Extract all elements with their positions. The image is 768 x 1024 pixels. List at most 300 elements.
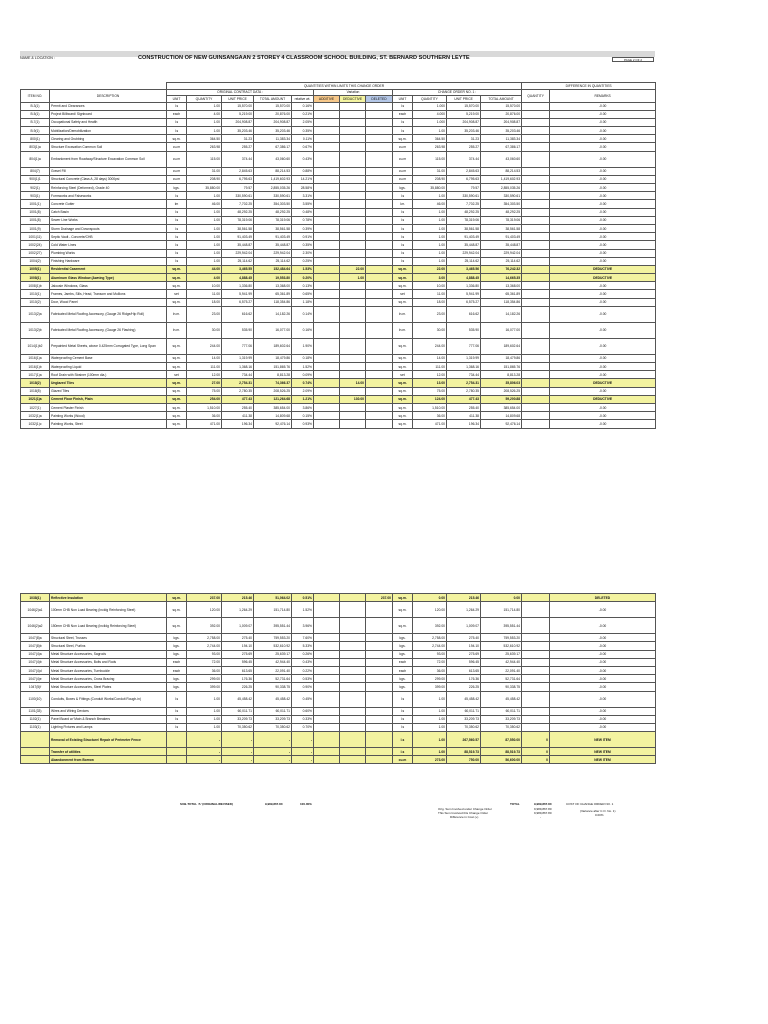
cell-co-total-amount: 52,731.64 (481, 675, 522, 683)
cell-unit (167, 748, 187, 756)
table-row (21, 265, 656, 273)
cell-remarks: -0.00 (550, 127, 656, 135)
cell-deductive (340, 594, 366, 602)
cell-co-total-amount: 208,526.25 (481, 387, 522, 395)
cell-additive (314, 102, 340, 110)
cell-diff-quantity (522, 118, 550, 126)
cell-remarks: -0.00 (550, 371, 656, 379)
cell-deductive (340, 175, 366, 183)
col-deleted: DELETED (366, 96, 393, 103)
cell-deductive (340, 618, 366, 634)
cell-relative-wt: 0.45% (292, 691, 314, 707)
cell-co-unit-price: 194.10 (447, 642, 481, 650)
cell-additive (314, 135, 340, 143)
cell-quantity: 12.00 (187, 371, 222, 379)
cell-deleted (366, 715, 393, 723)
cell-diff-quantity (522, 200, 550, 208)
cell-unit-price: 535.90 (222, 322, 254, 338)
cell-remarks: -0.00 (550, 151, 656, 167)
table-row (21, 691, 656, 707)
cell-description: Frames, Jambs, Sills, Head, Transom and Mullions (50, 290, 167, 298)
cell-description: Sewer Line Works (50, 216, 167, 224)
cell-co-total-amount: 38,561.58 (481, 224, 522, 232)
cell-diff-quantity (522, 403, 550, 411)
table-row (21, 322, 656, 338)
cell-additive (314, 691, 340, 707)
cell-unit: each (167, 110, 187, 118)
cell-diff-quantity (522, 282, 550, 290)
cell-diff-quantity (522, 658, 550, 666)
cell-total-amount: 395,551.44 (254, 618, 292, 634)
cell-diff-quantity (522, 135, 550, 143)
cell-deductive (340, 371, 366, 379)
cell-item-no: 1047(4)a (21, 650, 50, 658)
cell-item-no: 1008(1)b (21, 282, 50, 290)
cell-item-no: 1100(10) (21, 691, 50, 707)
cell-description: 100mm CHB Non Load Bearing (Incldg Reinforcing Steel) (50, 602, 167, 618)
cell-additive (314, 151, 340, 167)
cell-total-amount: 35,448.87 (254, 241, 292, 249)
cell-item-no: 1004(2) (21, 257, 50, 265)
cell-deleted (366, 658, 393, 666)
cell-co-total-amount: 2,855,035.26 (481, 184, 522, 192)
cell-diff-quantity (522, 594, 550, 602)
cell-item-no: 1101(33) (21, 707, 50, 715)
cell-additive (314, 184, 340, 192)
cell-total-amount: 33,209.73 (254, 715, 292, 723)
cell-co-unit-price: 38,561.58 (447, 224, 481, 232)
cell-item-no: 1001(11) (21, 233, 50, 241)
cell-unit-price: 596.45 (222, 658, 254, 666)
table-row (21, 732, 656, 748)
cell-co-unit: sq.m. (393, 354, 413, 362)
cell-deductive (340, 634, 366, 642)
cell-unit: cu.m (167, 175, 187, 183)
page-number: PAGE 2 OF 2 (612, 57, 654, 62)
cell-remarks: NEW ITEM (550, 748, 656, 756)
cell-relative-wt: 0.60% (292, 707, 314, 715)
cell-co-unit: l.s (393, 127, 413, 135)
cell-unit-price: 1,264.29 (222, 602, 254, 618)
cell-co-unit-price: 535.90 (447, 322, 481, 338)
cell-co-unit-price: 275.40 (447, 634, 481, 642)
cell-co-total-amount: 151,714.80 (481, 602, 522, 618)
cell-co-unit-price: 15,570.00 (447, 102, 481, 110)
cell-co-quantity: 35,880.00 (413, 184, 447, 192)
cell-deductive (340, 756, 366, 764)
cell-item-no: 1102(1) (21, 715, 50, 723)
cell-unit: kgs. (167, 634, 187, 642)
cell-co-unit-price: 750.00 (447, 756, 481, 764)
cell-co-unit: sq.m. (393, 265, 413, 273)
cell-additive (314, 290, 340, 298)
cell-co-quantity: 399.00 (413, 683, 447, 691)
cell-co-total-amount: 16,077.00 (481, 322, 522, 338)
cell-deleted (366, 732, 393, 748)
cell-deleted (366, 200, 393, 208)
cell-co-unit: sq.m. (393, 282, 413, 290)
cell-co-unit-price: 78,319.06 (447, 216, 481, 224)
orig-sum-value: 9,989,867.80 (534, 807, 552, 811)
cell-deductive (340, 192, 366, 200)
cell-co-unit: kgs. (393, 650, 413, 658)
cell-item-no: B.9(1) (21, 127, 50, 135)
cell-co-unit: sq.m. (393, 298, 413, 306)
col-relative-wt: relative wt. (292, 96, 314, 103)
cell-description: Finishing Hardware (50, 257, 167, 265)
cell-additive (314, 723, 340, 731)
cell-relative-wt: 7.60% (292, 634, 314, 642)
table-row (21, 241, 656, 249)
cell-item-no: 1017(1)a (21, 371, 50, 379)
cell-additive (314, 387, 340, 395)
cell-relative-wt: 0.18% (292, 354, 314, 362)
table-row (21, 167, 656, 175)
cell-co-unit: l.s (393, 118, 413, 126)
table-row (21, 642, 656, 650)
cell-deleted (366, 322, 393, 338)
cell-co-quantity: 22.00 (413, 265, 447, 273)
cell-additive (314, 306, 340, 322)
cell-additive (314, 371, 340, 379)
cell-co-quantity: 11.00 (413, 290, 447, 298)
cell-relative-wt: 1.21% (292, 395, 314, 403)
cell-item-no: 1010(1) (21, 290, 50, 298)
cell-total-amount: 14,182.26 (254, 306, 292, 322)
cell-item-no: 1047(4)b (21, 658, 50, 666)
cell-unit: l.s (167, 691, 187, 707)
cell-co-total-amount: 229,942.04 (481, 249, 522, 257)
variance-label: (Variance after C.O. No. 1) (580, 809, 616, 813)
table-row (21, 594, 656, 602)
cell-co-total-amount: 91,403.49 (481, 233, 522, 241)
cell-co-total-amount: 385,654.00 (481, 403, 522, 411)
cell-diff-quantity (522, 379, 550, 387)
cell-unit: sq.m. (167, 265, 187, 273)
cell-item-no: 1014(1)b2 (21, 338, 50, 354)
table-row (21, 274, 656, 282)
cell-relative-wt: 0.88% (292, 167, 314, 175)
cell-item-no: 1047(4)e (21, 675, 50, 683)
group-header-main: QUANTITIES WITHIN LIMITS THIS CHANGE ORDER (167, 83, 522, 90)
cell-deductive (340, 650, 366, 658)
cell-co-quantity: 273.00 (413, 756, 447, 764)
cell-deleted (366, 602, 393, 618)
cell-co-total-amount: 70,350.62 (481, 723, 522, 731)
col-co-quantity: QUANTITY (413, 96, 447, 103)
cell-diff-quantity (522, 387, 550, 395)
cell-description: Gravel Fill (50, 167, 167, 175)
cell-co-total-amount: 33,209.73 (481, 715, 522, 723)
table-row (21, 184, 656, 192)
cell-relative-wt: 0.65% (292, 290, 314, 298)
cell-deleted (366, 143, 393, 151)
cell-remarks: -0.00 (550, 675, 656, 683)
cell-unit: l.s (167, 216, 187, 224)
cell-deductive (340, 249, 366, 257)
table-row (21, 200, 656, 208)
cell-remarks: -0.00 (550, 412, 656, 420)
cell-co-quantity: 1.00 (413, 208, 447, 216)
cell-deductive (340, 363, 366, 371)
cell-quantity: 1.00 (187, 102, 222, 110)
cell-relative-wt: - (292, 756, 314, 764)
cell-unit: lm (167, 200, 187, 208)
cell-co-total-amount: 35,203.46 (481, 127, 522, 135)
cell-total-amount: 91,403.49 (254, 233, 292, 241)
cell-co-total-amount: 25,639.17 (481, 650, 522, 658)
cell-quantity: 35,880.00 (187, 184, 222, 192)
cell-unit: ln.m. (167, 306, 187, 322)
cell-quantity: - (187, 732, 222, 748)
cell-total-amount: 11,383.34 (254, 135, 292, 143)
cell-diff-quantity (522, 634, 550, 642)
cell-remarks: -0.00 (550, 723, 656, 731)
cell-relative-wt: 0.14% (292, 306, 314, 322)
cell-diff-quantity: 0 (522, 756, 550, 764)
cell-unit: sq.m. (167, 282, 187, 290)
cell-description: Concrete Gutter (50, 200, 167, 208)
cell-remarks: -0.00 (550, 298, 656, 306)
cell-relative-wt: 0.11% (292, 135, 314, 143)
cell-remarks: -0.00 (550, 403, 656, 411)
table-row (21, 257, 656, 265)
cell-deductive (340, 691, 366, 707)
cell-co-unit: set (393, 290, 413, 298)
cell-unit-price: 6,575.27 (222, 298, 254, 306)
cell-total-amount: 8,813.28 (254, 371, 292, 379)
cell-diff-quantity (522, 715, 550, 723)
cell-description: Metal Structure Accessories, Turnbuckle (50, 666, 167, 674)
cell-deleted (366, 395, 393, 403)
table-row (21, 249, 656, 257)
cell-relative-wt: 0.25% (292, 257, 314, 265)
cell-co-unit-price: 477.43 (447, 395, 481, 403)
table-row (21, 110, 656, 118)
cell-quantity: 111.00 (187, 363, 222, 371)
cell-unit-price: 4,888.45 (222, 274, 254, 282)
cell-total-amount: 35,203.46 (254, 127, 292, 135)
cell-deductive (340, 412, 366, 420)
cell-co-total-amount: 11,383.34 (481, 135, 522, 143)
cell-co-unit-price: 374.44 (447, 151, 481, 167)
cell-relative-wt: 0.35% (292, 241, 314, 249)
cell-co-unit-price: 229,942.04 (447, 249, 481, 257)
cell-co-quantity: 364.50 (413, 135, 447, 143)
cell-additive (314, 363, 340, 371)
cell-total-amount: 118,354.86 (254, 298, 292, 306)
cell-unit-price: 734.44 (222, 371, 254, 379)
cell-deleted (366, 748, 393, 756)
cell-co-unit-price: 196.34 (447, 420, 481, 428)
cell-total-amount: - (254, 732, 292, 748)
cell-additive (314, 216, 340, 224)
cell-diff-quantity (522, 265, 550, 273)
cell-diff-quantity: 0 (522, 732, 550, 748)
cell-item-no: 1002(24) (21, 241, 50, 249)
cell-total-amount: 67,386.17 (254, 143, 292, 151)
cell-description: Project Billboard/ Signboard (50, 110, 167, 118)
cell-co-unit: sq.m. (393, 387, 413, 395)
cell-co-quantity: 46.00 (413, 200, 447, 208)
cell-quantity: 299.00 (187, 675, 222, 683)
cell-total-amount: 20,876.00 (254, 110, 292, 118)
cell-relative-wt: 0.26% (292, 650, 314, 658)
cell-co-unit: kgs. (393, 642, 413, 650)
cell-quantity: 10.00 (187, 282, 222, 290)
cell-co-unit: sq.m. (393, 403, 413, 411)
cell-co-total-amount: 151,865.76 (481, 363, 522, 371)
cell-relative-wt: 0.09% (292, 371, 314, 379)
cell-diff-quantity (522, 371, 550, 379)
cell-item-no: 1047(4)d (21, 666, 50, 674)
cell-remarks: -0.00 (550, 184, 656, 192)
cell-total-amount: 13,368.00 (254, 282, 292, 290)
cell-co-total-amount: 20,876.00 (481, 110, 522, 118)
cell-co-total-amount: 45,458.42 (481, 691, 522, 707)
cell-relative-wt: 1.90% (292, 338, 314, 354)
cell-co-total-amount: 1,419,602.93 (481, 175, 522, 183)
cell-co-unit: l.s (393, 691, 413, 707)
cell-deductive: 14.00 (340, 379, 366, 387)
cell-description: Fabricated Metal Roofing Accessory, (Gauge 26 Flashing) (50, 322, 167, 338)
cell-co-unit-price: 2,754.31 (447, 379, 481, 387)
cell-item-no: 1021(1)a (21, 395, 50, 403)
cell-additive (314, 594, 340, 602)
cell-unit: set (167, 290, 187, 298)
cell-total-amount: 121,264.68 (254, 395, 292, 403)
cell-total-amount: 532,610.92 (254, 642, 292, 650)
cell-deleted: 237.00 (366, 594, 393, 602)
cell-quantity: 4.00 (187, 110, 222, 118)
cell-co-total-amount: 14,809.68 (481, 412, 522, 420)
cell-quantity: 1.00 (187, 715, 222, 723)
cell-diff-quantity (522, 290, 550, 298)
subtotal-pct: 100.00% (300, 802, 312, 806)
cell-deleted (366, 338, 393, 354)
cell-description: Wires and Wiring Devices (50, 707, 167, 715)
cell-description: Waterproofing Cement Base (50, 354, 167, 362)
cell-relative-wt: 0.33% (292, 715, 314, 723)
cell-co-total-amount: 15,570.00 (481, 102, 522, 110)
cell-quantity: 44.00 (187, 265, 222, 273)
this-sum-label: This Sum Involved this Change Order (438, 811, 489, 815)
cell-co-unit: sq.m. (393, 274, 413, 282)
quantities-table-bottom (20, 593, 656, 764)
cell-item-no: 1016(1)b (21, 363, 50, 371)
table-row (21, 208, 656, 216)
cell-additive (314, 602, 340, 618)
cell-co-unit-price: 48,292.25 (447, 208, 481, 216)
cell-co-quantity: 0.00 (413, 594, 447, 602)
cell-total-amount: 25,114.62 (254, 257, 292, 265)
cell-quantity: 1.00 (187, 224, 222, 232)
cell-deleted (366, 707, 393, 715)
cell-co-unit: l.s (393, 249, 413, 257)
cell-co-quantity: 392.00 (413, 618, 447, 634)
cell-co-unit-price: 267,560.57 (447, 732, 481, 748)
cell-unit-price: 616.62 (222, 306, 254, 322)
cell-deleted (366, 650, 393, 658)
cell-co-total-amount: 759,553.20 (481, 634, 522, 642)
cell-remarks: -0.00 (550, 290, 656, 298)
cell-unit: sq.m. (167, 594, 187, 602)
cell-co-quantity: 4.000 (413, 110, 447, 118)
cell-deductive (340, 282, 366, 290)
cell-co-quantity: 124.00 (413, 395, 447, 403)
col-co-total-amount: TOTAL AMOUNT (481, 96, 522, 103)
cell-co-total-amount: 48,292.25 (481, 208, 522, 216)
cell-remarks: -0.00 (550, 354, 656, 362)
cell-remarks: -0.00 (550, 666, 656, 674)
cell-unit-price: - (222, 748, 254, 756)
cell-co-unit-price: 1,336.80 (447, 282, 481, 290)
table-row (21, 354, 656, 362)
cell-diff-quantity (522, 602, 550, 618)
cell-remarks: -0.00 (550, 650, 656, 658)
cell-unit-price: 5,941.99 (222, 290, 254, 298)
table-row (21, 175, 656, 183)
cell-deductive (340, 102, 366, 110)
cell-total-amount: 151,865.76 (254, 363, 292, 371)
cell-relative-wt: 0.21% (292, 110, 314, 118)
cell-diff-quantity (522, 143, 550, 151)
cell-deleted (366, 167, 393, 175)
cell-deductive (340, 723, 366, 731)
cell-relative-wt: 3.96% (292, 618, 314, 634)
cell-unit: sq.m. (167, 274, 187, 282)
cell-item-no: 1047(8)b (21, 642, 50, 650)
cell-co-unit-price: 255.27 (447, 143, 481, 151)
cell-diff-quantity (522, 184, 550, 192)
cell-co-unit: sq.m. (393, 594, 413, 602)
cell-additive (314, 666, 340, 674)
cell-description: Cold Water Lines (50, 241, 167, 249)
cell-description: Fabricated Metal Roofing Accessory, (Gauge 26 Ridge/Hip Roll) (50, 306, 167, 322)
cell-co-unit: sq.m. (393, 379, 413, 387)
cell-quantity: 72.00 (187, 658, 222, 666)
cell-description: Residential Casement (50, 265, 167, 273)
cell-diff-quantity (522, 257, 550, 265)
cell-total-amount: 189,602.64 (254, 338, 292, 354)
cell-deleted (366, 306, 393, 322)
cell-quantity: - (187, 748, 222, 756)
cost-note: COST OF CHANGE ORDER NO. 1 (566, 802, 614, 806)
cell-co-unit: l.s (393, 257, 413, 265)
cell-item-no: 1016(1)a (21, 354, 50, 362)
table-row (21, 379, 656, 387)
cell-unit: l.s (167, 118, 187, 126)
cell-co-quantity: 299.00 (413, 675, 447, 683)
col-total-amount: TOTAL AMOUNT (254, 96, 292, 103)
cell-total-amount: 1,419,602.93 (254, 175, 292, 183)
cell-co-unit-price: 596.45 (447, 658, 481, 666)
cell-co-total-amount: 118,354.86 (481, 298, 522, 306)
cell-co-quantity: 36.00 (413, 666, 447, 674)
cell-co-unit-price: 411.38 (447, 412, 481, 420)
cell-total-amount: 229,942.04 (254, 249, 292, 257)
cell-deductive (340, 642, 366, 650)
cell-remarks: -0.00 (550, 241, 656, 249)
cell-relative-wt: 0.43% (292, 658, 314, 666)
cell-co-quantity: 23.00 (413, 306, 447, 322)
cell-total-amount: 16,077.00 (254, 322, 292, 338)
cell-co-total-amount: 43,060.60 (481, 151, 522, 167)
cell-relative-wt: 0.70% (292, 723, 314, 731)
cell-description: Roof Drain with Strainer (100mm dia.) (50, 371, 167, 379)
cell-co-quantity: 1.00 (413, 732, 447, 748)
cell-total-amount: 52,731.64 (254, 675, 292, 683)
